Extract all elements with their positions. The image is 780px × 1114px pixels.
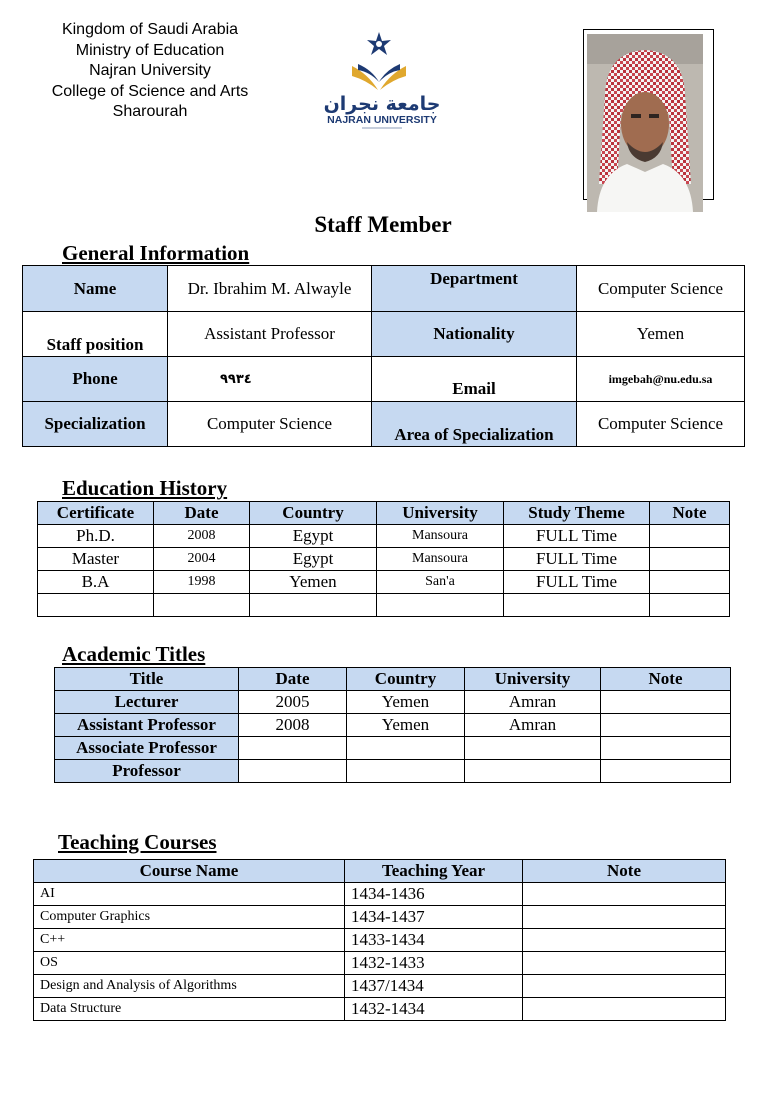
nationality-label: Nationality <box>372 312 577 357</box>
table-cell: FULL Time <box>504 525 650 548</box>
header-line: College of Science and Arts <box>51 82 249 100</box>
table-cell: 2008 <box>239 714 347 737</box>
table-cell: B.A <box>38 571 154 594</box>
table-row <box>34 883 726 906</box>
table-cell <box>650 594 730 617</box>
table-cell <box>650 525 730 548</box>
email-label: Email <box>372 357 577 402</box>
table-row <box>55 737 731 760</box>
table-cell: Data Structure <box>34 998 345 1021</box>
table-cell: Lecturer <box>55 691 239 714</box>
table-cell: Design and Analysis of Algorithms <box>34 975 345 998</box>
courses-header: Note <box>523 860 726 883</box>
table-row <box>55 714 731 737</box>
specialization-label: Specialization <box>23 402 168 447</box>
table-cell: Mansoura <box>377 525 504 548</box>
table-cell: OS <box>34 952 345 975</box>
table-cell: 1434-1437 <box>345 906 523 929</box>
table-cell: San'a <box>377 571 504 594</box>
table-cell <box>347 737 465 760</box>
table-cell: 2008 <box>154 525 250 548</box>
table-cell: 1432-1433 <box>345 952 523 975</box>
logo-arabic-name: جامعة نجران <box>323 93 441 115</box>
table-cell: 1433-1434 <box>345 929 523 952</box>
table-cell: 1432-1434 <box>345 998 523 1021</box>
position-value: Assistant Professor <box>168 312 372 357</box>
table-row <box>55 760 731 783</box>
table-cell <box>523 952 726 975</box>
table-cell: Yemen <box>250 571 377 594</box>
table-cell <box>523 975 726 998</box>
department-value: Computer Science <box>577 266 745 312</box>
table-cell <box>523 883 726 906</box>
table-cell <box>465 737 601 760</box>
table-cell <box>377 594 504 617</box>
table-cell: 2004 <box>154 548 250 571</box>
academic-header: University <box>465 668 601 691</box>
table-cell: Master <box>38 548 154 571</box>
education-header: Study Theme <box>504 502 650 525</box>
education-title: Education History <box>62 476 228 500</box>
table-cell <box>523 929 726 952</box>
table-cell <box>504 594 650 617</box>
academic-header: Date <box>239 668 347 691</box>
academic-header: Country <box>347 668 465 691</box>
table-cell <box>347 760 465 783</box>
phone-label: Phone <box>23 357 168 402</box>
header-line: Ministry of Education <box>75 41 225 59</box>
table-cell <box>38 594 154 617</box>
table-cell <box>601 737 731 760</box>
table-cell: Amran <box>465 714 601 737</box>
table-cell <box>523 906 726 929</box>
table-cell: Computer Graphics <box>34 906 345 929</box>
table-cell <box>601 714 731 737</box>
education-header: Date <box>154 502 250 525</box>
najran-university-logo <box>322 30 446 150</box>
table-cell: Assistant Professor <box>55 714 239 737</box>
table-row <box>55 691 731 714</box>
phone-value: ٩٩٣٤ <box>168 357 372 402</box>
department-label: Department <box>372 266 577 312</box>
table-row <box>38 571 730 594</box>
name-label: Name <box>23 266 168 312</box>
education-header: Country <box>250 502 377 525</box>
table-cell: Associate Professor <box>55 737 239 760</box>
table-row <box>34 906 726 929</box>
table-cell: Mansoura <box>377 548 504 571</box>
name-value: Dr. Ibrahim M. Alwayle <box>168 266 372 312</box>
table-row <box>38 594 730 617</box>
logo-english-name: NAJRAN UNIVERSITY <box>327 114 437 126</box>
institution-header <box>30 20 270 123</box>
header-line: Najran University <box>89 62 211 80</box>
education-header: Certificate <box>38 502 154 525</box>
header-line: Kingdom of Saudi Arabia <box>61 21 239 38</box>
star-icon <box>367 32 391 55</box>
education-header: Note <box>650 502 730 525</box>
table-cell <box>239 737 347 760</box>
table-cell: 2005 <box>239 691 347 714</box>
position-label: Staff position <box>23 312 168 357</box>
academic-header: Title <box>55 668 239 691</box>
courses-header: Course Name <box>34 860 345 883</box>
courses-header: Teaching Year <box>345 860 523 883</box>
table-cell <box>650 548 730 571</box>
table-cell: 1437/1434 <box>345 975 523 998</box>
table-cell: FULL Time <box>504 571 650 594</box>
courses-table <box>33 859 726 1021</box>
table-cell: AI <box>34 883 345 906</box>
table-cell: FULL Time <box>504 548 650 571</box>
table-row <box>34 952 726 975</box>
academic-header: Note <box>601 668 731 691</box>
table-row <box>38 548 730 571</box>
table-cell: Yemen <box>347 714 465 737</box>
specialization-value: Computer Science <box>168 402 372 447</box>
table-cell: Amran <box>465 691 601 714</box>
education-header: University <box>377 502 504 525</box>
area-value: Computer Science <box>577 402 745 447</box>
area-label: Area of Specialization <box>372 402 577 447</box>
email-value: imgebah@nu.edu.sa <box>577 357 745 402</box>
table-cell <box>154 594 250 617</box>
table-cell: Egypt <box>250 525 377 548</box>
table-row <box>34 929 726 952</box>
table-cell <box>601 760 731 783</box>
general-info-table <box>22 265 745 447</box>
nationality-value: Yemen <box>577 312 745 357</box>
table-cell: Yemen <box>347 691 465 714</box>
academic-table <box>54 667 731 783</box>
table-cell: 1434-1436 <box>345 883 523 906</box>
general-info-title: General Information <box>62 241 250 265</box>
table-cell: Egypt <box>250 548 377 571</box>
education-table <box>37 501 730 617</box>
table-cell <box>650 571 730 594</box>
staff-photo <box>587 34 703 212</box>
courses-title: Teaching Courses <box>58 830 217 854</box>
table-cell <box>601 691 731 714</box>
table-cell <box>523 998 726 1021</box>
table-row <box>38 525 730 548</box>
table-cell <box>465 760 601 783</box>
table-cell <box>239 760 347 783</box>
table-row <box>34 975 726 998</box>
academic-title: Academic Titles <box>62 642 206 666</box>
header-line: Sharourah <box>112 103 188 121</box>
page-title: Staff Member <box>314 212 452 237</box>
table-cell: 1998 <box>154 571 250 594</box>
table-cell: C++ <box>34 929 345 952</box>
table-cell: Ph.D. <box>38 525 154 548</box>
table-cell: Professor <box>55 760 239 783</box>
table-cell <box>250 594 377 617</box>
table-row <box>34 998 726 1021</box>
